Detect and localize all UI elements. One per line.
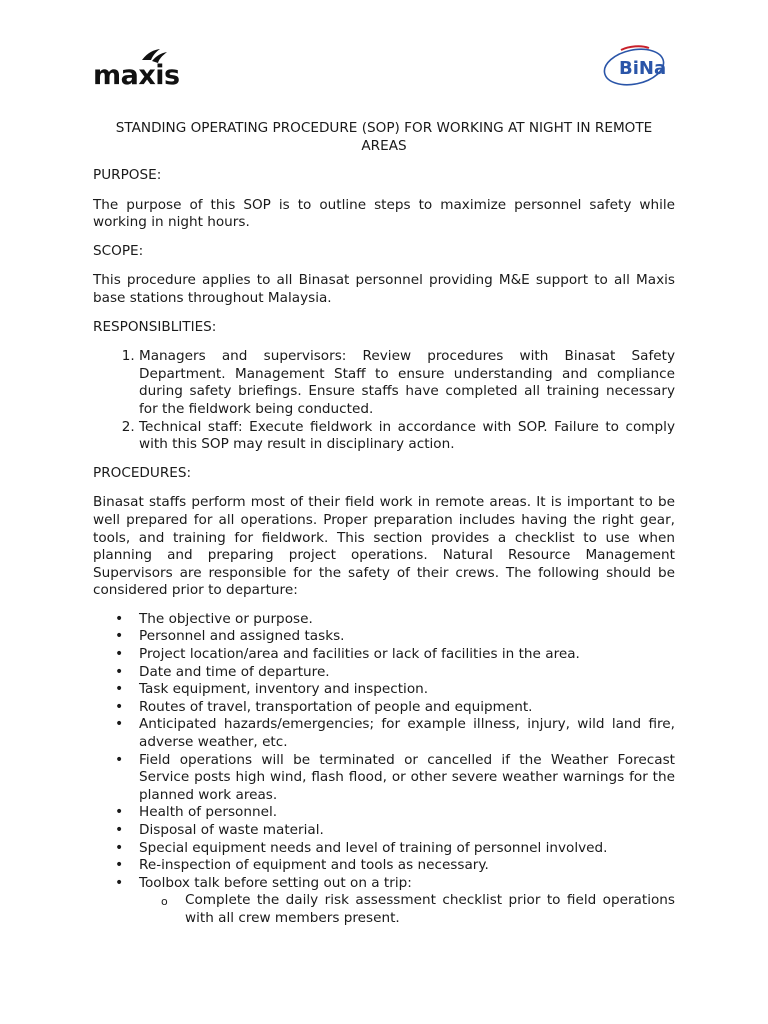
list-item: • Disposal of waste material. [139,822,675,840]
list-item: 1. Managers and supervisors: Review procedures with Binasat Safety Department. Management Staff to ensure understanding and compliance during safety briefings. Ensure staffs have completed all training necessary for the fieldwork being conducted. [139,348,675,418]
document-body [93,119,675,928]
list-item: • Health of personnel. [139,804,675,822]
document-title: STANDING OPERATING PROCEDURE (SOP) FOR WORKING AT NIGHT IN REMOTE AREAS [115,120,653,154]
list-item: • Field operations will be terminated or cancelled if the Weather Forecast Service posts high wind, flash flood, or other severe weather warnings for the planned work areas. [139,752,675,805]
list-item: 2. Technical staff: Execute fieldwork in accordance with SOP. Failure to comply with this SOP may result in disciplinary action. [139,419,675,454]
scope-heading: SCOPE: [93,242,144,259]
sub-list [139,892,675,927]
list-item-text: Toolbox talk before setting out on a trip: [139,874,412,891]
procedures-intro: Binasat staffs perform most of their field work in remote areas. It is important to be well prepared for all operations. Proper preparation includes having the right gear, tools, and training for fieldwork. This section provides a checklist to use when planning and preparing project operations. Natural Resource Management Supervisors are responsible for the safety of their crews. The following should be considered prior to departure: [93,494,675,599]
list-item: • The objective or purpose. [139,611,675,629]
list-item: • Project location/area and facilities or lack of facilities in the area. [139,646,675,664]
list-item [139,875,675,928]
purpose-heading: PURPOSE: [93,167,162,183]
list-item: • Routes of travel, transportation of people and equipment. [139,699,675,717]
list-item: • Anticipated hazards/emergencies; for example illness, injury, wild land fire, adverse weather, etc. [139,716,675,751]
list-item: • Personnel and assigned tasks. [139,628,675,646]
sub-list-item: o Complete the daily risk assessment checklist prior to field operations with all crew members present. [185,892,675,927]
scope-text: This procedure applies to all Binasat personnel providing M&E support to all Maxis base stations throughout Malaysia. [93,272,675,306]
list-item: • Date and time of departure. [139,664,675,682]
list-item: • Re-inspection of equipment and tools as necessary. [139,857,675,875]
procedures-heading: PROCEDURES: [93,464,192,481]
responsibilities-list [93,348,675,454]
bina-logo [601,44,675,88]
list-item: • Special equipment needs and level of training of personnel involved. [139,840,675,858]
procedures-checklist [93,611,675,928]
purpose-text: The purpose of this SOP is to outline steps to maximize personnel safety while working in night hours. [93,196,675,231]
list-item: • Task equipment, inventory and inspection. [139,681,675,699]
responsibilities-heading: RESPONSIBLITIES: [93,318,217,335]
maxis-bird-icon [140,48,168,66]
bina-logo-text: BiNa [619,58,667,79]
maxis-logo-text: maxis [93,60,180,91]
